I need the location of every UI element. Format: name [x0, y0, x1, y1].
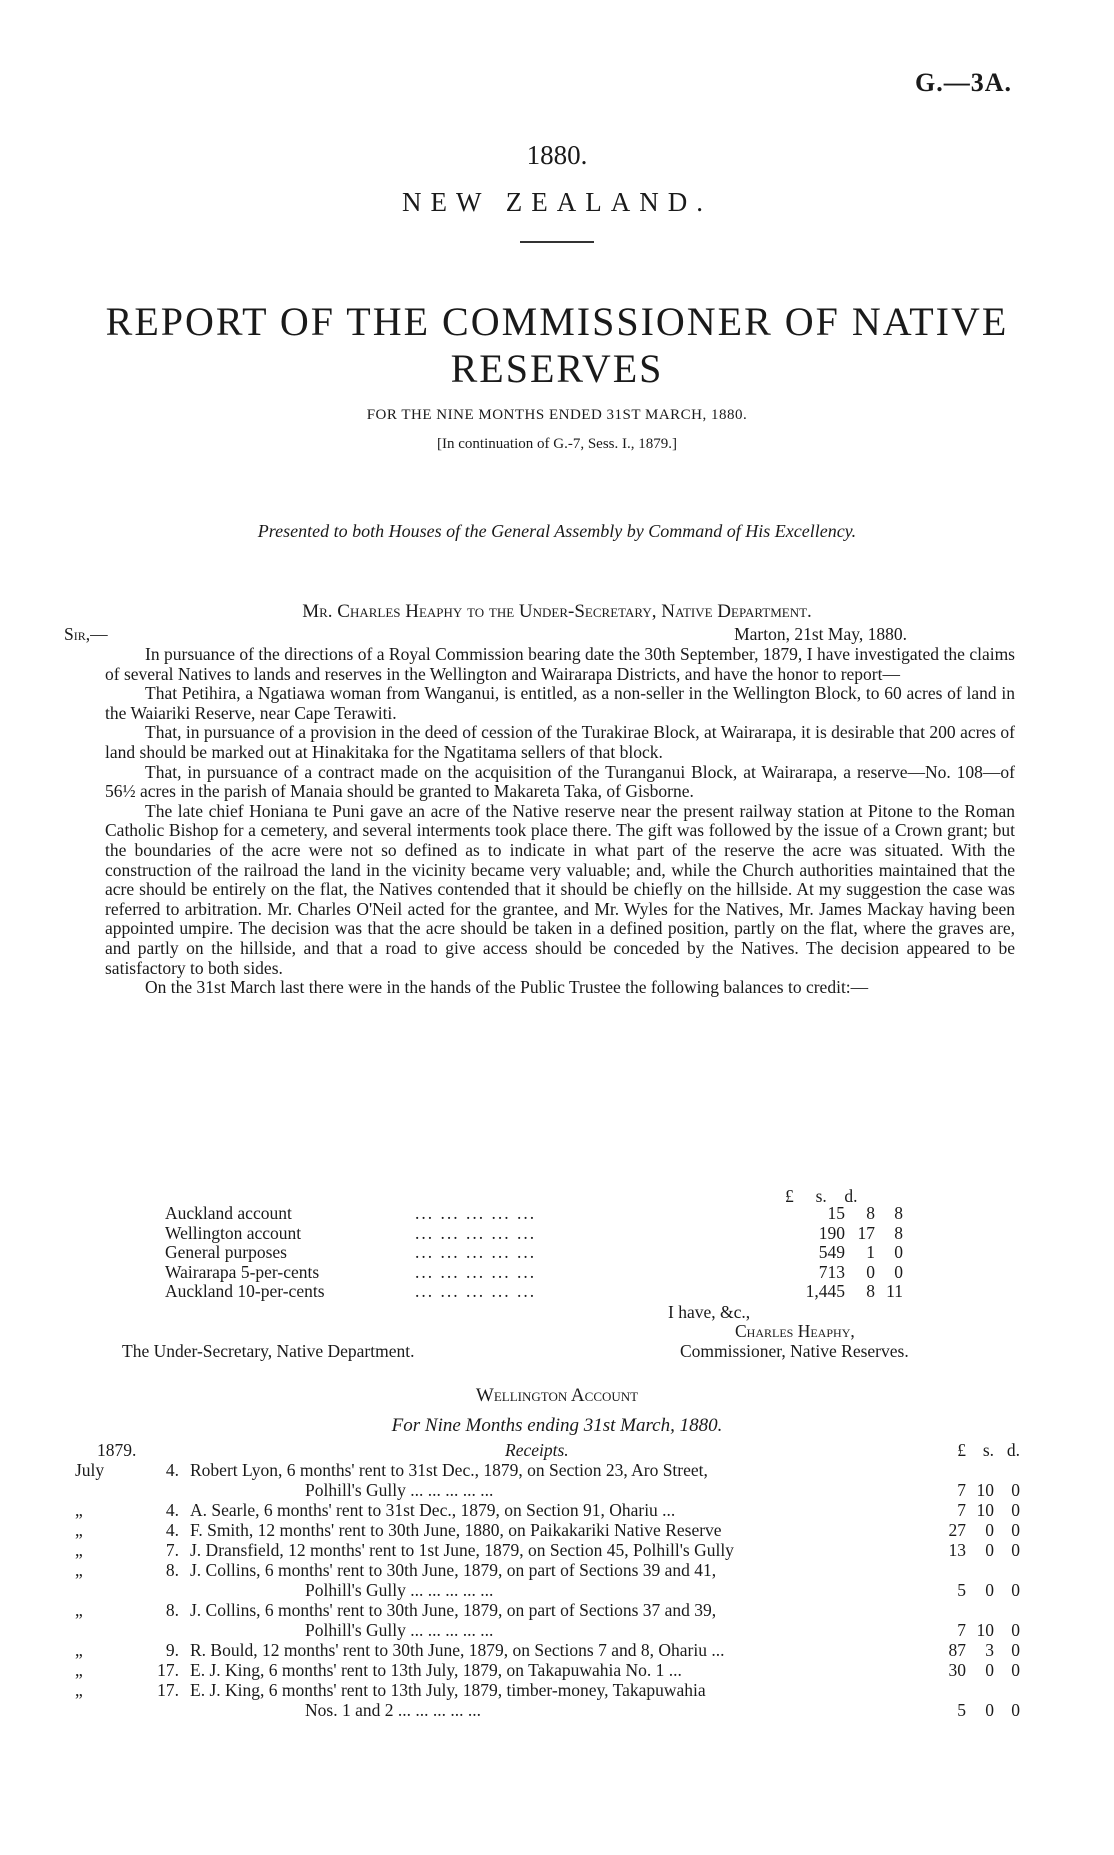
paragraph: In pursuance of the directions of a Royal Commission bearing date the 30th September, 1879, I have investigated the claims of several Natives to lands and reserves in the Wellington and Wairarapa Districts, and have the honor to report— — [105, 644, 1015, 684]
balances-table — [165, 1204, 925, 1302]
account-header-row — [75, 1440, 1020, 1460]
paragraph: That, in pursuance of a provision in the deed of cession of the Turakirae Block, at Wairarapa, it is desirable that 200 acres of land should be marked out at Hinakitaka for the Ngatitama sellers of that block. — [105, 722, 1015, 762]
entry-amount — [930, 1500, 1020, 1520]
entry-pounds: 5 — [957, 1700, 966, 1720]
balance-shillings: 1 — [866, 1242, 875, 1262]
entry-pounds: 27 — [948, 1520, 966, 1540]
entry-month: „ — [75, 1560, 83, 1580]
paragraph: That, in pursuance of a contract made on the acquisition of the Turanganui Block, at Wairarapa, a reserve—No. 108—of 56½ acres in the parish of Manaia should be granted to Makareta Taka, of Gisborne. — [105, 761, 1015, 802]
entry-text: J. Collins, 6 months' rent to 30th June, 1879, on part of Sections 37 and 39, — [190, 1600, 717, 1620]
entry-month: „ — [75, 1640, 83, 1660]
presented-note: Presented to both Houses of the General Assembly by Command of His Excellency. — [257, 521, 857, 541]
entry-pounds: 5 — [957, 1580, 966, 1600]
entry-pence: 0 — [1011, 1660, 1020, 1680]
table-row-continuation — [75, 1620, 1020, 1640]
balance-pounds: 549 — [818, 1242, 845, 1262]
entry-day: 17. — [157, 1680, 179, 1700]
shillings-header: s. — [815, 1186, 827, 1206]
table-row-continuation — [75, 1700, 1020, 1720]
entry-amount — [930, 1520, 1020, 1540]
letter-dateline: Marton, 21st May, 1880. — [734, 624, 907, 644]
pounds-header: £ — [785, 1186, 794, 1206]
letter-address: Mr. Charles Heaphy to the Under-Secretary, Native Department. — [302, 601, 812, 622]
entry-amount — [930, 1700, 1020, 1720]
balance-pence: 0 — [894, 1242, 903, 1262]
entry-amount — [930, 1580, 1020, 1600]
balance-pence: 0 — [894, 1261, 903, 1282]
entry-pence: 0 — [1011, 1500, 1020, 1520]
country-heading: NEW ZEALAND. — [402, 187, 712, 217]
letter-body — [105, 645, 1015, 998]
amount-header — [930, 1440, 1020, 1460]
leader-dots: ... ... ... ... ... — [415, 1261, 537, 1282]
table-row — [75, 1460, 1020, 1480]
entry-amount — [930, 1660, 1020, 1680]
entry-text-continued: Polhill's Gully ... ... ... ... ... — [305, 1580, 494, 1600]
balance-shillings: 17 — [857, 1222, 875, 1243]
entry-day: 8. — [165, 1600, 179, 1620]
entry-amount — [930, 1620, 1020, 1640]
entry-shillings: 10 — [976, 1620, 994, 1640]
entry-day: 8. — [165, 1560, 179, 1580]
balance-pounds: 190 — [818, 1222, 845, 1243]
balance-pence: 11 — [886, 1281, 903, 1301]
balance-row — [165, 1282, 925, 1302]
table-row-continuation — [75, 1580, 1020, 1600]
entry-shillings: 0 — [985, 1660, 994, 1680]
entry-pence: 0 — [1011, 1580, 1020, 1600]
entry-shillings: 10 — [976, 1500, 994, 1520]
entry-shillings: 10 — [976, 1480, 994, 1500]
signer-title: Commissioner, Native Reserves. — [680, 1341, 909, 1361]
leader-dots: ... ... ... ... ... — [415, 1242, 537, 1262]
entry-pence: 0 — [1011, 1620, 1020, 1640]
entry-month: „ — [75, 1660, 83, 1680]
balance-pounds: 15 — [827, 1203, 845, 1223]
entry-pence: 0 — [1011, 1540, 1020, 1560]
balance-row — [165, 1224, 925, 1244]
balance-shillings: 8 — [866, 1281, 875, 1301]
shillings-header: s. — [982, 1440, 994, 1460]
entry-month: July — [75, 1460, 105, 1480]
balance-label: Wairarapa 5-per-cents — [165, 1261, 320, 1282]
table-row — [75, 1500, 1020, 1520]
entry-text-continued: Polhill's Gully ... ... ... ... ... — [305, 1620, 494, 1640]
paragraph: That Petihira, a Ngatiawa woman from Wanganui, is entitled, as a non-seller in the Wellington Block, to 60 acres of land in the Waiariki Reserve, near Cape Terawiti. — [105, 683, 1015, 723]
entry-day: 17. — [157, 1660, 179, 1680]
balance-pence: 8 — [894, 1203, 903, 1223]
table-row — [75, 1600, 1020, 1620]
paragraph: The late chief Honiana te Puni gave an acre of the Native reserve near the present railway station at Pitone to the Roman Catholic Bishop for a cemetery, and several interments took place there. The gift was followed by the issue of a Crown grant; but the boundaries of the acre were not so defined as to indicate in what part of the reserve the acre was situated. With the construction of the railroad the land in the vicinity became very valuable; and, while the Church authorities maintained that the acre should be entirely on the flat, the Natives contended that it should be chiefly on the hillside. At my suggestion the case was referred to arbitration. Mr. Charles O'Neil acted for the grantee, and Mr. Wyles for the Natives, Mr. James Mackay having been appointed umpire. The decision was that the acre should be taken in a defined position, partly on the flat, where the graves are, and partly on the hillside, and that a road to give access should be conceded by the Natives. The decision appeared to be satisfactory to both sides. — [105, 800, 1015, 978]
document-year: 1880. — [526, 140, 588, 170]
balance-row — [165, 1263, 925, 1283]
entry-pounds: 30 — [948, 1660, 966, 1680]
closing-line: I have, &c., — [668, 1302, 751, 1322]
entry-pounds: 7 — [957, 1500, 966, 1520]
balance-shillings: 8 — [866, 1203, 875, 1223]
entry-text: J. Dransfield, 12 months' rent to 1st June, 1879, on Section 45, Polhill's Gully — [190, 1540, 734, 1560]
balance-shillings: 0 — [866, 1261, 875, 1282]
entry-amount — [930, 1640, 1020, 1660]
pence-header: d. — [844, 1186, 858, 1206]
entry-month: „ — [75, 1600, 83, 1620]
leader-dots: ... ... ... ... ... — [415, 1281, 537, 1301]
balance-label: Auckland account — [165, 1203, 292, 1223]
entry-text-continued: Polhill's Gully ... ... ... ... ... — [305, 1480, 494, 1500]
table-row-continuation — [75, 1480, 1020, 1500]
table-row — [75, 1540, 1020, 1560]
document-reference: G.—3A. — [915, 68, 1012, 97]
table-row — [75, 1520, 1020, 1540]
balance-row — [165, 1243, 925, 1263]
entry-text: F. Smith, 12 months' rent to 30th June, 1880, on Paikakariki Native Reserve — [190, 1520, 722, 1540]
entry-month: „ — [75, 1520, 83, 1540]
entry-day: 4. — [165, 1500, 179, 1520]
report-title-line2: RESERVES — [450, 346, 664, 391]
account-subtitle: For Nine Months ending 31st March, 1880. — [391, 1415, 723, 1436]
entry-day: 4. — [165, 1520, 179, 1540]
entry-pounds: 13 — [948, 1540, 966, 1560]
entry-shillings: 0 — [985, 1580, 994, 1600]
pence-header: d. — [1006, 1440, 1020, 1460]
entry-month: „ — [75, 1540, 83, 1560]
report-title-line1: REPORT OF THE COMMISSIONER OF NATIVE — [105, 299, 1009, 344]
balance-label: Auckland 10-per-cents — [165, 1281, 325, 1301]
entry-text: E. J. King, 6 months' rent to 13th July, 1879, on Takapuwahia No. 1 ... — [190, 1660, 682, 1680]
entry-pounds: 7 — [957, 1480, 966, 1500]
account-title: Wellington Account — [475, 1385, 639, 1406]
signer-name: Charles Heaphy, — [735, 1321, 855, 1341]
entry-pounds: 7 — [957, 1620, 966, 1640]
entry-text: J. Collins, 6 months' rent to 30th June, 1879, on part of Sections 39 and 41, — [190, 1560, 717, 1580]
entry-day: 9. — [165, 1640, 179, 1660]
entry-pounds: 87 — [948, 1640, 966, 1660]
report-subtitle: FOR THE NINE MONTHS ENDED 31ST MARCH, 1880. — [366, 407, 748, 423]
account-table — [75, 1440, 1020, 1720]
entry-pence: 0 — [1011, 1480, 1020, 1500]
entry-pence: 0 — [1011, 1520, 1020, 1540]
balance-pounds: 713 — [818, 1261, 845, 1282]
entry-day: 7. — [165, 1540, 179, 1560]
entry-amount — [930, 1480, 1020, 1500]
entry-month: „ — [75, 1680, 83, 1700]
table-row — [75, 1640, 1020, 1660]
balance-pence: 8 — [894, 1222, 903, 1243]
entry-day: 4. — [165, 1460, 179, 1480]
entry-text: A. Searle, 6 months' rent to 31st Dec., 1879, on Section 91, Ohariu ... — [190, 1500, 676, 1520]
divider-rule — [520, 241, 594, 243]
entry-pence: 0 — [1011, 1700, 1020, 1720]
balance-pounds: 1,445 — [805, 1281, 845, 1301]
entry-shillings: 3 — [985, 1640, 994, 1660]
salutation: Sir,— — [64, 624, 108, 644]
leader-dots: ... ... ... ... ... — [415, 1203, 537, 1223]
entry-text: Robert Lyon, 6 months' rent to 31st Dec., 1879, on Section 23, Aro Street, — [190, 1460, 708, 1480]
entry-shillings: 0 — [985, 1520, 994, 1540]
pounds-header: £ — [957, 1440, 966, 1460]
balance-label: General purposes — [165, 1242, 287, 1262]
leader-dots: ... ... ... ... ... — [415, 1222, 537, 1243]
entry-amount — [930, 1540, 1020, 1560]
paragraph: On the 31st March last there were in the hands of the Public Trustee the following balances to credit:— — [145, 977, 869, 998]
balance-row — [165, 1204, 925, 1224]
account-year: 1879. — [97, 1440, 137, 1460]
recipient: The Under-Secretary, Native Department. — [122, 1341, 415, 1361]
entry-month: „ — [75, 1500, 83, 1520]
entry-text: E. J. King, 6 months' rent to 13th July, 1879, timber-money, Takapuwahia — [190, 1680, 706, 1700]
table-row — [75, 1560, 1020, 1580]
table-row — [75, 1680, 1020, 1700]
entry-text-continued: Nos. 1 and 2 ... ... ... ... ... — [305, 1700, 481, 1720]
receipts-heading: Receipts. — [505, 1440, 569, 1460]
entry-pence: 0 — [1011, 1640, 1020, 1660]
continuation-note: [In continuation of G.-7, Sess. I., 1879.] — [437, 436, 677, 452]
balance-label: Wellington account — [165, 1222, 302, 1243]
entry-shillings: 0 — [985, 1540, 994, 1560]
entry-text: R. Bould, 12 months' rent to 30th June, 1879, on Sections 7 and 8, Ohariu ... — [190, 1640, 725, 1660]
table-row — [75, 1660, 1020, 1680]
entry-shillings: 0 — [985, 1700, 994, 1720]
